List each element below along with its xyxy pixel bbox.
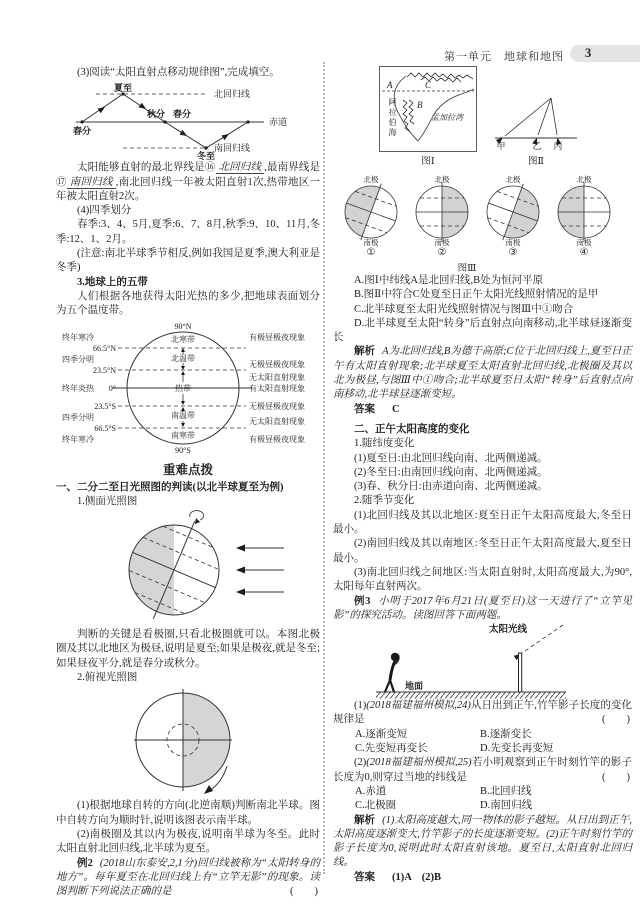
sun-angle-diagram [493,90,579,152]
figure-1-caption: 图Ⅰ [421,157,435,167]
question2-options-ab [333,785,632,799]
label-90s: 90°S [175,445,191,455]
example3-analysis: 解析 (1)太阳高度越大,同一物体的影子越短。从日出到正午,太阳高度逐渐变大,竹竿影子的长度逐渐变短。(2)正午时刻竹竿的影子长度为0,说明此时太阳直射该地。夏至日,太阳直射北回归线。 [333,814,633,869]
answer-label: 答案 [354,403,375,415]
sub2-title: 2.随季节变化 [354,495,415,507]
figure-2-caption: 图Ⅱ [528,157,544,167]
figure-row-1 [333,66,632,167]
analysis-label: 解析 [354,346,376,358]
label-665s: 66.5°S [94,423,116,433]
svg-text:南极: 南极 [505,238,521,247]
label-mild-south: 四季分明 [62,412,94,422]
answer-brackets: ( ) [290,886,318,898]
globe-4: 北极 南极 ④ [554,173,614,259]
ground-label: 地面 [405,681,424,692]
sun-path-diagram [68,82,308,160]
answer-brackets: ( ) [602,771,630,783]
label-bing: 丙 [553,141,563,151]
zone-north-frigid: 北寒带 [171,334,195,344]
example2-source: (2018山东泰安,2,1分) [99,857,198,869]
globe-1: 北极 南极 ① [341,173,401,259]
question1-options-ab [333,728,632,742]
q2-option-d: D.南回归线 [480,800,533,812]
example2-analysis: 解析 A为北回归线,B为德干高原;C位于北回归线上,夏至日正午有太阳直射现象;北半球夏至太阳直射北回归线,北极圈及其以北为极昼,与图Ⅲ中①吻合;北半球夏至日太阳“转身”后直射点向南移动,北半球昼逐渐变短。 [333,346,633,401]
answer-17: 南回归线 [67,177,116,189]
label-no-polar-n: 无极昼极夜现象 [249,359,305,369]
season-rule-1: (1)北回归线及其以北地区:夏至日正午太阳高度最大,冬至日最小。 [333,509,632,536]
answer-16: 北回归线 [216,162,265,174]
label-90n: 90°N [174,321,192,331]
night-shading [129,525,174,615]
key-points-header: 重难点拨 [162,462,213,477]
question2-options-cd [333,799,632,813]
label-665n: 66.5°N [93,343,116,353]
himalaya-hatching [407,73,473,79]
para-q3-intro: (3)阅读“太阳直射点移动规律图”,完成填空。 [77,67,280,78]
example3-answer: 答案 (1)A (2)B [354,871,441,883]
svg-text:北极: 北极 [434,175,450,184]
label-no-polar-s: 无极昼极夜现象 [249,401,305,411]
side-view-text: 判断的关键是看极圈,只看北极圈就可以。本图北极圈及其以北地区为极昼,说明是夏至;如果是极夜,就是冬至;如果昼夜平分,就是春分或秋分。 [56,629,320,669]
q1-option-c: C.先变短再变长 [355,743,428,755]
q2-option-a: A.赤道 [355,785,387,797]
label-cold-south: 终年寒冷 [62,434,94,444]
svg-text:南极: 南极 [576,238,592,247]
zone-south-temperate: 南温带 [171,410,195,420]
page-number-badge [570,45,640,62]
question2-source: (2018福建福州模拟,25) [366,757,472,769]
top-view-point2: (2)南极圈及其以内为极夜,说明南半球为冬至。此时太阳直射北回归线,北半球为夏至。 [56,828,320,855]
label-spring-equinox-left: 春分 [72,126,92,137]
sun-ray-label: 太阳光线 [488,625,528,636]
season-rule-2: (2)南回归线及其以南地区:冬至日正午太阳高度最大,夏至日最小。 [333,538,632,564]
svg-text:南极: 南极 [434,238,450,247]
rotation-axis-arrow [190,511,204,520]
para-q4-title: (4)四季划分 [77,205,132,217]
example2-label: 例2 [77,857,93,869]
svg-text:北极: 北极 [576,175,592,184]
lat-rule-1: (1)夏至日:由北回归线向南、北两侧递减。 [354,452,548,464]
example3-label: 例3 [354,595,371,607]
option-b: B.图Ⅱ中符合C处夏至日正午太阳光线照射情况的是甲 [354,289,599,301]
label-polar-day-s: 有极昼极夜现象 [249,434,305,444]
label-tropic-of-capricorn: 南回归线 [214,143,251,154]
figure-3-globes [341,173,632,259]
sun-ray [522,625,563,653]
answer-label: 答案 [354,871,375,883]
arabian-sea-label: 阿拉伯海 [388,98,397,138]
para-seasons-note: (注意:南北半球季节相反,例如我国是夏季,澳大利亚是冬季) [56,248,320,274]
label-winter-solstice: 冬至 [196,151,216,161]
western-ghats-hatching [403,100,409,131]
zone-south-frigid: 南寒带 [171,430,195,440]
unit-label: 第一单元 [444,51,492,63]
option-d: D.北半球夏至太阳“转身”后直射点向南移动,北半球昼逐渐变长 [333,317,632,344]
polar-view-diagram [111,686,261,798]
top-view-title: 2.俯视光照图 [77,672,138,684]
label-tropic-of-cancer: 北回归线 [214,89,251,100]
fill-blank-para: 太阳能够直射的最北界线是⑯ 北回归线 ,最南界线是⑰ 南回归线 ,南北回归线一年被太阳直射1次,热带地区一年被太阳直射2次。 [56,162,321,202]
question1-para: (1)(2018福建福州模拟,24)从日出到正午,竹竿影子长度的变化规律是 ( ) [333,699,632,728]
label-yi: 乙 [532,141,542,151]
label-spring-equinox-right: 春分 [172,109,192,120]
example2-answer: 答案 C [354,403,400,415]
q2-option-c: C.北极圈 [355,800,397,812]
question2-para: (2)(2018福建福州模拟,25)若小明观察到正午时刻竹竿的影子长度为0,则穿过当地的纬线是 ( ) [333,756,632,785]
label-no-direct-n: 无太阳直射现象 [249,372,305,382]
label-polar-day-n: 有极昼极夜现象 [249,332,305,342]
q2-option-b: B.北回归线 [480,785,532,797]
left-column [56,66,320,899]
side-view-title: 1.侧面光照图 [77,495,138,507]
map-label-b: B [417,100,423,110]
label-hot: 终年炎热 [62,383,94,393]
zone-north-temperate: 北温带 [171,353,195,363]
bamboo-pole [519,653,522,692]
person-figure [385,653,399,692]
lat-rule-3: (3)春、秋分日:由赤道向南、北两侧递减。 [354,481,548,493]
page-number: 3 [585,46,592,60]
label-235s: 23.5°S [94,401,116,411]
label-mild-north: 四季分明 [62,354,94,364]
label-summer-solstice: 夏至 [113,83,133,94]
right-column [333,66,632,885]
page-header [444,48,564,64]
pole-shadow-diagram [358,623,578,699]
coastline [395,76,406,91]
label-no-direct-s: 无太阳直射现象 [249,416,305,426]
question1-source: (2018福建福州模拟,24) [366,700,471,712]
option-a: A.图Ⅰ中纬线A是北回归线,B处为恒河平原 [354,275,544,286]
figure-1-india-map [379,66,477,167]
lat-rule-2: (2)冬至日:由南回归线向南、北两侧递减。 [354,466,548,478]
zone-tropical: 热带 [175,383,191,393]
para-five-zones-title: 3.地球上的五带 [77,276,148,288]
analysis-label: 解析 [354,814,376,826]
section1-title: 一、二分二至日光照图的判读(以北半球夏至为例) [56,481,284,493]
para-seasons: 春季:3、4、5月,夏季:6、7、8月,秋季:9、10、11月,冬季:12、1、2月。 [56,219,320,245]
five-zones-diagram [56,321,320,455]
q1-option-b: B.逐渐变长 [480,728,532,740]
option-c: C.北半球夏至太阳光线照射情况与图Ⅲ中①吻合 [354,303,574,315]
figure-2-sun-angles [493,90,579,167]
example2-para: 例2 (2018山东泰安,2,1分)回归线被称为“太阳转身的地方”。每年夏至在北回归线上有“立竿无影”的现象。读图判断下列说法正确的是 ( ) [56,857,320,900]
q1-option-d: D.先变长再变短 [480,743,554,755]
label-235n: 23.5°N [93,365,116,375]
label-equator: 赤道 [269,117,288,128]
globe-2: 北极 南极 ② [412,173,472,259]
globe-3: 北极 南极 ③ [483,173,543,259]
example3-para: 例3 小明于2017年6月21日(夏至日)这一天进行了“立竿见影”的探究活动。读图回答下面两题。 [333,595,632,621]
season-rule-3: (3)南北回归线之间地区:当太阳直射时,太阳高度最大,为90°,太阳每年直射两次。 [333,566,632,593]
q1-option-a: A.逐渐变短 [355,728,408,740]
book-section-title: 地球和地图 [504,51,564,63]
figure-3-caption: 图Ⅲ [457,264,477,274]
map-label-a: A [387,80,393,90]
svg-text:南极: 南极 [363,238,379,247]
answer-brackets: ( ) [602,714,630,726]
label-direct-sun: 有太阳直射现象 [249,383,305,393]
bay-of-bengal-label: 孟加拉湾 [431,113,463,122]
svg-text:北极: 北极 [363,175,379,184]
top-view-point1: (1)根据地球自转的方向(北逆南顺)判断南北半球。图中自转方向为顺时针,说明该图表示南半球。 [56,800,320,826]
label-0: 0° [108,383,116,393]
side-illumination-diagram [84,510,294,628]
label-cold-north: 终年寒冷 [62,332,94,342]
map-label-c: C [425,80,432,90]
sub1-title: 1.随纬度变化 [354,438,415,450]
para-five-zones-text: 人们根据各地获得太阳光热的多少,把地球表面划分为五个温度带。 [56,290,320,317]
label-jia: 甲 [496,141,506,151]
label-autumn-equinox: 秋分 [146,109,166,120]
question1-options-cd [333,742,632,756]
section2-title: 二、正午太阳高度的变化 [354,423,470,435]
svg-text:北极: 北极 [505,175,521,184]
column-divider [323,62,325,874]
